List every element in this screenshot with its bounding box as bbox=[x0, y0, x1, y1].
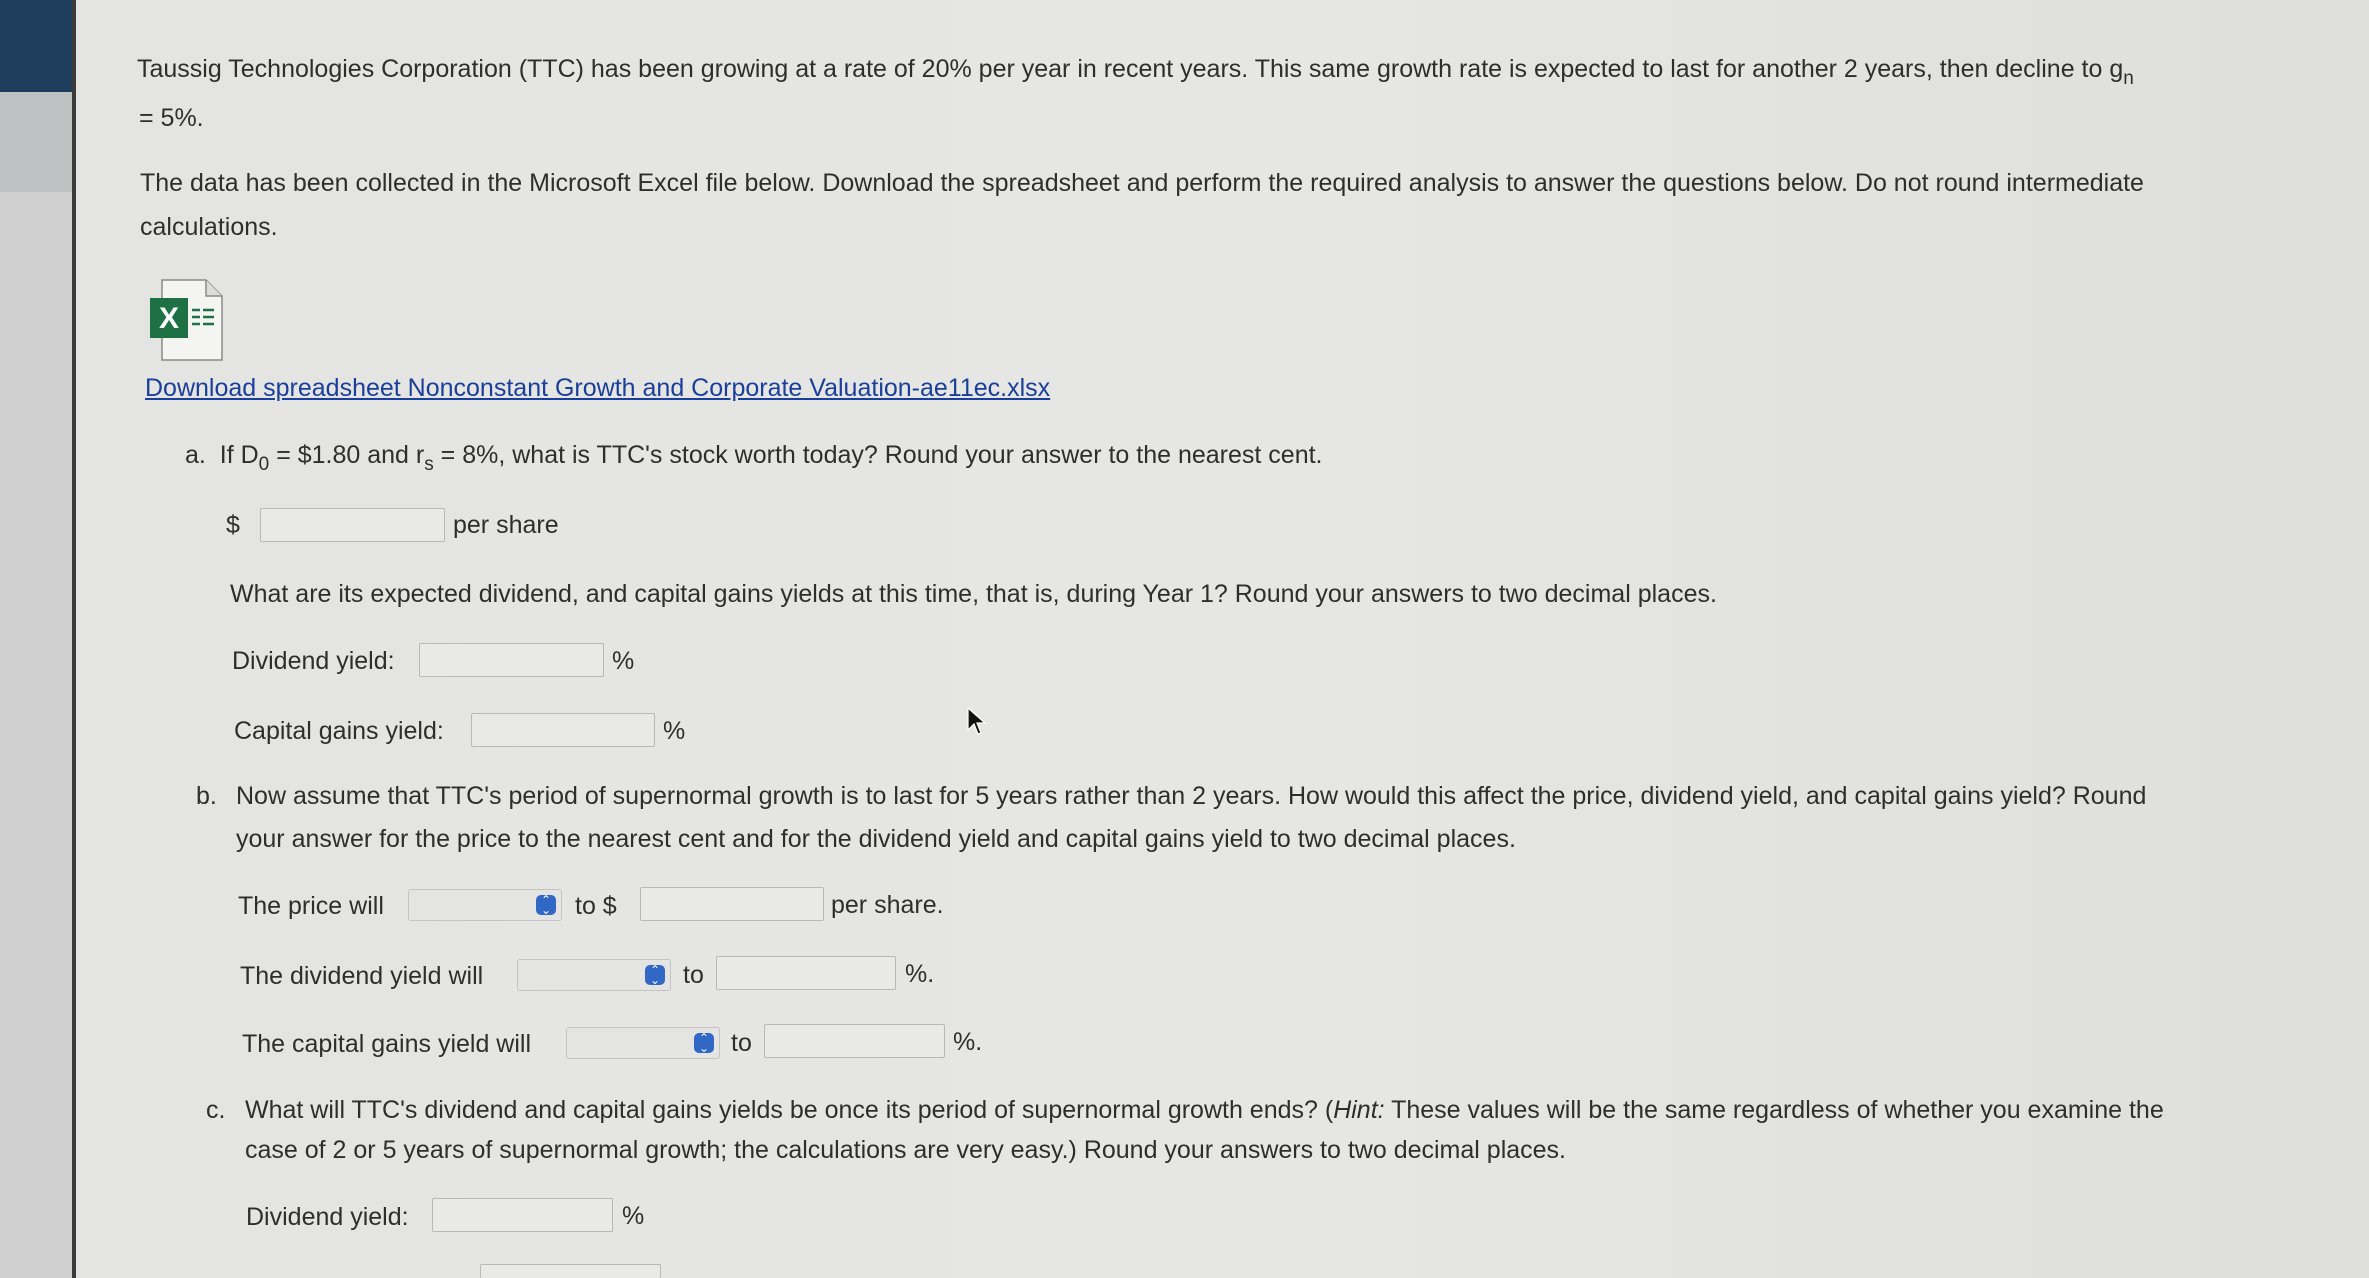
side-nav-block bbox=[0, 0, 72, 92]
per-share-label: per share bbox=[453, 511, 559, 539]
stock-price-input[interactable] bbox=[260, 508, 445, 542]
side-nav-tab[interactable] bbox=[0, 92, 72, 192]
download-spreadsheet-link[interactable]: Download spreadsheet Nonconstant Growth and Corporate Valuation-ae11ec.xlsx bbox=[145, 374, 1051, 402]
dividend-percent-suffix: %. bbox=[905, 960, 935, 988]
part-a-question: a. If $D_0$ = $1.80 and $r_s = 8\%$, what is TTC's stock worth today? Round your answer to the nearest cent. bbox=[185, 441, 1323, 475]
new-price-input[interactable] bbox=[640, 887, 824, 921]
capital-gains-direction-select[interactable] bbox=[566, 1027, 720, 1059]
part-b-question-line-2: your answer for the price to the nearest cent and for the dividend yield and capital gains yield to two decimal places. bbox=[236, 825, 1516, 853]
excel-file-icon[interactable] bbox=[148, 278, 224, 362]
final-dividend-yield-label: Dividend yield: bbox=[246, 1203, 409, 1231]
up-down-chevron-icon: ⌃ ⌄ bbox=[645, 965, 665, 985]
final-dividend-percent: % bbox=[622, 1202, 645, 1230]
up-down-chevron-icon: ⌃ ⌄ bbox=[536, 895, 556, 915]
dividend-percent: % bbox=[612, 647, 635, 675]
intro-line-3: The data has been collected in the Microsoft Excel file below. Download the spreadsheet and perform the required analysis to answer the questions below. Do not round intermediate bbox=[140, 169, 2144, 197]
new-dividend-yield-input[interactable] bbox=[716, 956, 896, 990]
part-c-question-line-2: case of 2 or 5 years of supernormal growth; the calculations are very easy.) Round your answers to two decimal places. bbox=[245, 1136, 1566, 1164]
price-to-label: to $ bbox=[575, 892, 617, 920]
yields-question: What are its expected dividend, and capital gains yields at this time, that is, during Year 1? Round your answers to two decimal places. bbox=[230, 580, 1717, 608]
dividend-to-label: to bbox=[683, 961, 704, 989]
mouse-pointer-icon bbox=[966, 706, 988, 738]
capital-gains-will-label: The capital gains yield will bbox=[242, 1030, 532, 1058]
part-b-question-line-1: Now assume that TTC's period of supernormal growth is to last for 5 years rather than 2 years. How would this affect the price, dividend yield, and capital gains yield? Round bbox=[236, 782, 2147, 810]
intro-line-4: calculations. bbox=[140, 213, 278, 241]
capital-gains-to-label: to bbox=[731, 1029, 752, 1057]
intro-line-2: = 5%. bbox=[139, 104, 204, 132]
part-c-marker: c. bbox=[206, 1096, 226, 1124]
intro-line-1: Taussig Technologies Corporation (TTC) has been growing at a rate of 20% per year in recent years. This same growth rate is expected to last for another 2 years, then decline to $g_n$ bbox=[137, 55, 2134, 89]
capital-gains-percent: % bbox=[663, 717, 686, 745]
dividend-yield-input[interactable] bbox=[419, 643, 604, 677]
price-direction-select[interactable] bbox=[408, 889, 562, 921]
dollar-sign: $ bbox=[226, 511, 240, 539]
price-will-label: The price will bbox=[238, 892, 384, 920]
per-share-suffix: per share. bbox=[831, 891, 944, 919]
dividend-direction-select[interactable] bbox=[517, 959, 671, 991]
dividend-yield-will-label: The dividend yield will bbox=[240, 962, 484, 990]
final-capital-gains-yield-input[interactable] bbox=[480, 1264, 661, 1278]
new-capital-gains-yield-input[interactable] bbox=[764, 1024, 945, 1058]
svg-text:X: X bbox=[158, 302, 180, 335]
capital-gains-percent-suffix: %. bbox=[953, 1028, 983, 1056]
part-c-question-line-1: What will TTC's dividend and capital gains yields be once its period of supernormal growth ends? (Hint: These values will be the same regardless of whether you examine the bbox=[245, 1096, 2164, 1124]
up-down-chevron-icon: ⌃ ⌄ bbox=[694, 1033, 714, 1053]
part-b-marker: b. bbox=[196, 782, 217, 810]
final-dividend-yield-input[interactable] bbox=[432, 1198, 613, 1232]
browser-side-strip bbox=[0, 0, 72, 1278]
capital-gains-yield-label: Capital gains yield: bbox=[234, 717, 444, 745]
capital-gains-yield-input[interactable] bbox=[471, 713, 655, 747]
dividend-yield-label: Dividend yield: bbox=[232, 647, 395, 675]
